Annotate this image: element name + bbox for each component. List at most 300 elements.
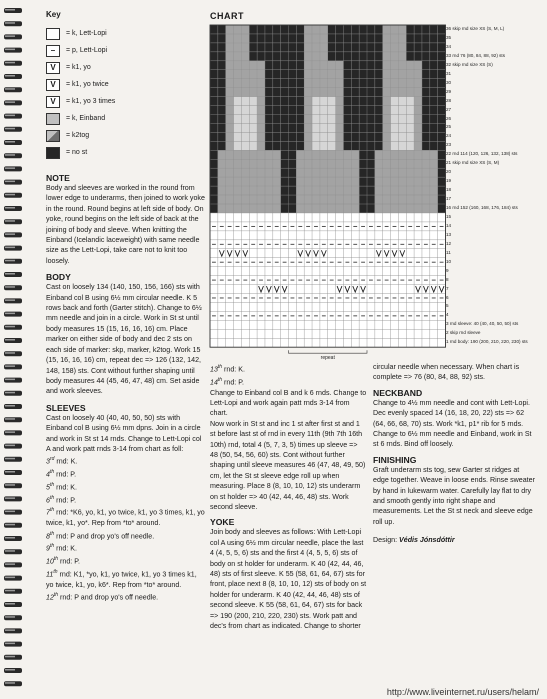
round-suffix: th bbox=[49, 469, 55, 476]
chart-cell bbox=[398, 70, 406, 79]
chart-cell bbox=[304, 61, 312, 70]
chart-row-label: 18 bbox=[446, 187, 452, 193]
chart-cell bbox=[422, 204, 430, 213]
round-instruction bbox=[46, 493, 206, 506]
chart-cell bbox=[265, 70, 273, 79]
chart-cell bbox=[281, 177, 289, 186]
round-suffix: th bbox=[49, 543, 55, 550]
chart-cell bbox=[320, 79, 328, 88]
chart-cell bbox=[343, 97, 351, 106]
chart-cell bbox=[351, 177, 359, 186]
chart-cell-light bbox=[406, 123, 414, 132]
chart-cell-light bbox=[312, 132, 320, 141]
chart-cell bbox=[351, 106, 359, 115]
chart-cell bbox=[406, 168, 414, 177]
chart-cell bbox=[336, 97, 344, 106]
chart-cell bbox=[414, 132, 422, 141]
chart-cell bbox=[359, 25, 367, 34]
chart-cell bbox=[383, 123, 391, 132]
chart-cell bbox=[320, 43, 328, 52]
chart-cell bbox=[336, 115, 344, 124]
chart-cell bbox=[336, 25, 344, 34]
chart-cell bbox=[328, 61, 336, 70]
chart-cell-light bbox=[312, 141, 320, 150]
chart-cell bbox=[312, 70, 320, 79]
chart-cell bbox=[289, 177, 297, 186]
chart-cell bbox=[241, 159, 249, 168]
chart-cell bbox=[375, 52, 383, 61]
chart-cell bbox=[343, 150, 351, 159]
chart-cell-light bbox=[328, 123, 336, 132]
chart-cell bbox=[359, 34, 367, 43]
round-number: 6 bbox=[46, 496, 50, 504]
chart-cell bbox=[383, 70, 391, 79]
round-text: rnd: P and drop yo's off needle. bbox=[54, 531, 155, 540]
column-right bbox=[373, 362, 535, 546]
chart-cell bbox=[249, 25, 257, 34]
chart-row-label: 31 bbox=[446, 70, 452, 76]
chart-cell bbox=[210, 168, 218, 177]
chart-cell-light bbox=[406, 141, 414, 150]
chart-cell bbox=[218, 97, 226, 106]
chart-cell bbox=[234, 61, 242, 70]
chart-cell bbox=[312, 177, 320, 186]
chart-cell bbox=[210, 177, 218, 186]
chart-row-label: 35 bbox=[446, 34, 452, 40]
chart-cell bbox=[359, 106, 367, 115]
chart-cell bbox=[359, 168, 367, 177]
chart-cell bbox=[414, 186, 422, 195]
round-instruction bbox=[46, 567, 206, 590]
round-instruction bbox=[210, 375, 367, 388]
chart-cell bbox=[430, 123, 438, 132]
chart-cell bbox=[375, 43, 383, 52]
key-symbol: V bbox=[50, 97, 56, 106]
chart-cell bbox=[241, 88, 249, 97]
chart-cell bbox=[375, 150, 383, 159]
chart-cell bbox=[398, 88, 406, 97]
chart-cell bbox=[304, 177, 312, 186]
chart-cell bbox=[398, 186, 406, 195]
chart-cell bbox=[257, 195, 265, 204]
chart-cell-light bbox=[391, 132, 399, 141]
chart-row-label: 17 bbox=[446, 196, 452, 202]
chart-row-label: 32 skip rnd size XS (S) bbox=[446, 61, 493, 67]
chart-cell bbox=[343, 70, 351, 79]
chart-cell bbox=[296, 168, 304, 177]
key-label: = k1, yo bbox=[66, 64, 91, 71]
chart-cell bbox=[438, 25, 446, 34]
round-instruction bbox=[46, 529, 206, 542]
chart-row-label: 23 bbox=[446, 142, 452, 148]
chart-cell bbox=[273, 88, 281, 97]
chart-cell bbox=[359, 97, 367, 106]
round-text: rnd: P. bbox=[222, 378, 245, 387]
chart-cell bbox=[336, 186, 344, 195]
chart-row-label: 24 bbox=[446, 133, 452, 139]
chart-cell bbox=[367, 61, 375, 70]
chart-cell bbox=[241, 204, 249, 213]
chart-cell-light bbox=[391, 106, 399, 115]
chart-cell bbox=[406, 79, 414, 88]
round-instruction bbox=[46, 467, 206, 480]
chart-cell bbox=[383, 204, 391, 213]
chart-cell bbox=[281, 186, 289, 195]
round-suffix: th bbox=[217, 376, 223, 383]
round-suffix: th bbox=[49, 494, 55, 501]
chart-cell bbox=[296, 97, 304, 106]
chart-cell bbox=[391, 177, 399, 186]
chart-cell bbox=[304, 168, 312, 177]
chart-cell bbox=[281, 43, 289, 52]
chart-cell bbox=[265, 88, 273, 97]
chart-row-label: 9 bbox=[446, 267, 449, 273]
chart-cell bbox=[273, 70, 281, 79]
chart-cell-light bbox=[234, 106, 242, 115]
chart-cell bbox=[391, 79, 399, 88]
chart-cell bbox=[265, 159, 273, 168]
chart-cell bbox=[336, 43, 344, 52]
chart-cell bbox=[289, 88, 297, 97]
chart-cell bbox=[367, 106, 375, 115]
chart-cell-light bbox=[398, 97, 406, 106]
chart-cell bbox=[296, 43, 304, 52]
chart-cell bbox=[289, 25, 297, 34]
chart-cell bbox=[273, 150, 281, 159]
chart-cell bbox=[234, 168, 242, 177]
body-heading: BODY bbox=[46, 272, 71, 283]
chart-cell bbox=[375, 195, 383, 204]
chart-cell bbox=[320, 52, 328, 61]
chart-cell bbox=[218, 186, 226, 195]
chart-cell bbox=[398, 204, 406, 213]
chart-cell bbox=[414, 43, 422, 52]
chart-cell bbox=[320, 177, 328, 186]
chart-cell-light bbox=[328, 115, 336, 124]
chart-cell bbox=[249, 150, 257, 159]
chart-cell bbox=[289, 34, 297, 43]
chart-cell bbox=[296, 195, 304, 204]
chart-cell-light bbox=[320, 141, 328, 150]
chart-cell bbox=[430, 132, 438, 141]
chart-cell bbox=[375, 204, 383, 213]
round-suffix: th bbox=[53, 592, 59, 599]
chart-cell bbox=[226, 115, 234, 124]
chart-cell bbox=[328, 186, 336, 195]
chart-cell bbox=[241, 79, 249, 88]
chart-cell bbox=[304, 79, 312, 88]
chart-cell bbox=[304, 52, 312, 61]
spiral-highlight bbox=[5, 550, 15, 552]
column-middle bbox=[210, 362, 367, 631]
chart-cell bbox=[367, 168, 375, 177]
round-number: 10 bbox=[46, 557, 54, 566]
chart-cell bbox=[281, 52, 289, 61]
chart-cell bbox=[226, 141, 234, 150]
chart-cell bbox=[241, 70, 249, 79]
chart-cell bbox=[398, 52, 406, 61]
chart-cell bbox=[430, 52, 438, 61]
chart-cell bbox=[281, 141, 289, 150]
chart-cell bbox=[281, 106, 289, 115]
chart-cell bbox=[210, 25, 218, 34]
chart-cell bbox=[320, 186, 328, 195]
chart-cell-light bbox=[249, 97, 257, 106]
chart-cell bbox=[249, 88, 257, 97]
round-number: 14 bbox=[210, 378, 218, 387]
chart-cell bbox=[438, 177, 446, 186]
chart-row-label: 3 rnd sleeve: 40 (40, 40, 50, 50) sts bbox=[446, 321, 519, 327]
round-suffix: th bbox=[49, 481, 55, 488]
chart-row-label: 2 skip rnd sleeve bbox=[446, 330, 481, 336]
chart-cell bbox=[320, 159, 328, 168]
chart-cell bbox=[438, 204, 446, 213]
chart-cell bbox=[336, 88, 344, 97]
round-number: 11 bbox=[46, 570, 54, 579]
chart-cell bbox=[422, 177, 430, 186]
chart-cell bbox=[257, 168, 265, 177]
chart-cell bbox=[359, 79, 367, 88]
chart-cell bbox=[343, 106, 351, 115]
chart-row-label: 20 bbox=[446, 169, 452, 175]
chart-cell bbox=[336, 141, 344, 150]
chart-cell bbox=[414, 88, 422, 97]
chart-cell bbox=[273, 61, 281, 70]
chart-row-label: 1 rnd body: 190 (200, 210, 220, 230) sts bbox=[446, 339, 528, 345]
key-label: = p, Lett-Lopi bbox=[66, 47, 108, 54]
chart-cell bbox=[249, 195, 257, 204]
chart-cell bbox=[438, 70, 446, 79]
chart-cell-light bbox=[391, 115, 399, 124]
chart-cell bbox=[359, 177, 367, 186]
chart-row-label: 25 bbox=[446, 124, 452, 130]
chart-cell bbox=[289, 43, 297, 52]
chart-cell bbox=[398, 79, 406, 88]
chart-cell bbox=[210, 106, 218, 115]
chart-cell bbox=[296, 61, 304, 70]
chart-cell bbox=[398, 159, 406, 168]
chart-cell bbox=[383, 43, 391, 52]
chart-cell bbox=[312, 168, 320, 177]
chart-cell bbox=[422, 43, 430, 52]
chart-cell bbox=[414, 34, 422, 43]
chart-cell bbox=[249, 79, 257, 88]
chart-cell bbox=[430, 88, 438, 97]
chart-cell bbox=[359, 61, 367, 70]
chart-cell bbox=[226, 70, 234, 79]
chart-cell bbox=[265, 97, 273, 106]
chart-cell bbox=[375, 25, 383, 34]
chart-cell bbox=[281, 150, 289, 159]
chart-row-label: 15 bbox=[446, 213, 452, 219]
chart-cell bbox=[351, 150, 359, 159]
chart-cell bbox=[273, 43, 281, 52]
round-text: rnd: K. bbox=[222, 365, 245, 374]
chart-cell bbox=[422, 70, 430, 79]
chart-cell bbox=[312, 186, 320, 195]
chart-cell bbox=[289, 123, 297, 132]
chart-cell bbox=[438, 195, 446, 204]
spiral-highlight bbox=[5, 511, 15, 512]
chart-cell bbox=[226, 79, 234, 88]
chart-row-label: 7 bbox=[446, 285, 449, 291]
chart-cell bbox=[367, 186, 375, 195]
chart-cell bbox=[343, 79, 351, 88]
chart-cell bbox=[218, 141, 226, 150]
chart-cell bbox=[406, 43, 414, 52]
chart-cell bbox=[406, 150, 414, 159]
chart-cell bbox=[273, 195, 281, 204]
chart-cell bbox=[257, 123, 265, 132]
chart-cell bbox=[343, 52, 351, 61]
chart-cell bbox=[234, 159, 242, 168]
chart-cell bbox=[296, 204, 304, 213]
chart-cell bbox=[312, 88, 320, 97]
chart-cell bbox=[273, 177, 281, 186]
chart-cell bbox=[257, 88, 265, 97]
chart-cell bbox=[304, 123, 312, 132]
chart-cell bbox=[375, 177, 383, 186]
chart-cell bbox=[218, 150, 226, 159]
round-instruction bbox=[46, 590, 206, 603]
chart-row-label: 12 bbox=[446, 240, 452, 246]
chart-cell-light bbox=[312, 97, 320, 106]
round-text: rnd: P. bbox=[54, 470, 77, 479]
chart-cell bbox=[273, 97, 281, 106]
chart-cell bbox=[241, 61, 249, 70]
chart-cell bbox=[249, 61, 257, 70]
chart-cell bbox=[320, 168, 328, 177]
chart-cell bbox=[438, 97, 446, 106]
round-text: rnd: K. bbox=[54, 544, 77, 553]
chart-cell bbox=[422, 52, 430, 61]
chart-cell bbox=[296, 123, 304, 132]
chart-cell bbox=[296, 177, 304, 186]
chart-cell bbox=[320, 34, 328, 43]
chart-cell bbox=[257, 70, 265, 79]
note-text: Body and sleeves are worked in the round from lower edge to underarms, then joined to work yoke in the round. Round begins at left side of body. On yoke, round begins on the left side of back at the joining of body and sleeve. When knitting the Einband (Icelandic laceweight) with same needle size as the Lett-Lopi, take care not to knit too loosely. bbox=[46, 184, 205, 265]
chart-cell bbox=[414, 115, 422, 124]
chart-cell bbox=[257, 61, 265, 70]
chart-cell bbox=[304, 70, 312, 79]
chart-cell bbox=[320, 61, 328, 70]
chart-cell bbox=[241, 177, 249, 186]
chart-cell bbox=[438, 106, 446, 115]
chart-cell-light bbox=[249, 106, 257, 115]
chart-cell bbox=[414, 195, 422, 204]
chart-cell bbox=[265, 168, 273, 177]
chart-cell bbox=[391, 52, 399, 61]
chart-cell bbox=[265, 79, 273, 88]
chart-cell bbox=[343, 88, 351, 97]
chart-cell bbox=[296, 186, 304, 195]
chart-cell bbox=[422, 61, 430, 70]
chart-cell-light bbox=[249, 141, 257, 150]
chart-cell bbox=[241, 186, 249, 195]
chart-cell bbox=[343, 34, 351, 43]
chart-cell-light bbox=[241, 115, 249, 124]
round-text: rnd: P. bbox=[58, 557, 81, 566]
chart-cell bbox=[422, 79, 430, 88]
chart-cell bbox=[312, 25, 320, 34]
chart-cell bbox=[359, 88, 367, 97]
chart-cell-light bbox=[398, 115, 406, 124]
chart-cell bbox=[265, 123, 273, 132]
chart-cell bbox=[249, 186, 257, 195]
chart-cell bbox=[296, 52, 304, 61]
chart-cell bbox=[438, 123, 446, 132]
chart-cell-light bbox=[234, 123, 242, 132]
spiral-highlight bbox=[5, 431, 15, 433]
chart-cell bbox=[226, 186, 234, 195]
chart-cell bbox=[296, 34, 304, 43]
chart-cell bbox=[257, 141, 265, 150]
spiral-highlight bbox=[5, 392, 15, 394]
chart-cell bbox=[375, 79, 383, 88]
chart-cell bbox=[210, 88, 218, 97]
chart-cell bbox=[406, 52, 414, 61]
round-number: 3 bbox=[46, 457, 50, 466]
chart-cell bbox=[226, 132, 234, 141]
round-number: 4 bbox=[46, 470, 50, 479]
spiral-highlight bbox=[5, 590, 15, 592]
chart-cell bbox=[422, 132, 430, 141]
spiral-highlight bbox=[5, 497, 15, 499]
chart-cell bbox=[383, 25, 391, 34]
chart-cell bbox=[367, 52, 375, 61]
chart-cell bbox=[320, 25, 328, 34]
round-number: 8 bbox=[46, 531, 50, 540]
chart-cell bbox=[289, 61, 297, 70]
chart-cell bbox=[383, 61, 391, 70]
design-label: Design: bbox=[373, 536, 400, 545]
note-heading: NOTE bbox=[46, 173, 70, 183]
chart-cell bbox=[289, 150, 297, 159]
chart-cell bbox=[351, 195, 359, 204]
chart-cell bbox=[289, 79, 297, 88]
col2-text1: Change to Einband col B and k 6 rnds. Change to Lett-Lopi and work again patt rnds 3-14 from chart. bbox=[210, 388, 367, 418]
chart-cell bbox=[218, 106, 226, 115]
chart-cell bbox=[257, 52, 265, 61]
chart-cell bbox=[328, 52, 336, 61]
chart-cell bbox=[430, 186, 438, 195]
chart-cell bbox=[320, 70, 328, 79]
chart-cell bbox=[383, 150, 391, 159]
spiral-highlight bbox=[5, 669, 15, 671]
round-suffix: th bbox=[53, 556, 59, 563]
chart-cell bbox=[312, 159, 320, 168]
design-credit bbox=[373, 535, 535, 545]
chart-cell-light bbox=[398, 123, 406, 132]
chart-cell bbox=[383, 132, 391, 141]
key-label: = k, Lett-Lopi bbox=[66, 30, 107, 37]
chart-cell bbox=[281, 123, 289, 132]
chart-cell bbox=[273, 34, 281, 43]
chart-cell bbox=[210, 141, 218, 150]
chart-cell bbox=[265, 43, 273, 52]
chart-cell bbox=[234, 195, 242, 204]
chart-cell bbox=[304, 43, 312, 52]
chart-cell bbox=[226, 52, 234, 61]
chart-cell-light bbox=[312, 115, 320, 124]
chart-cell bbox=[210, 70, 218, 79]
chart-cell bbox=[218, 88, 226, 97]
chart-cell bbox=[406, 34, 414, 43]
chart-cell bbox=[328, 70, 336, 79]
chart-cell bbox=[336, 79, 344, 88]
chart-cell-light bbox=[241, 141, 249, 150]
round-number: 9 bbox=[46, 544, 50, 553]
